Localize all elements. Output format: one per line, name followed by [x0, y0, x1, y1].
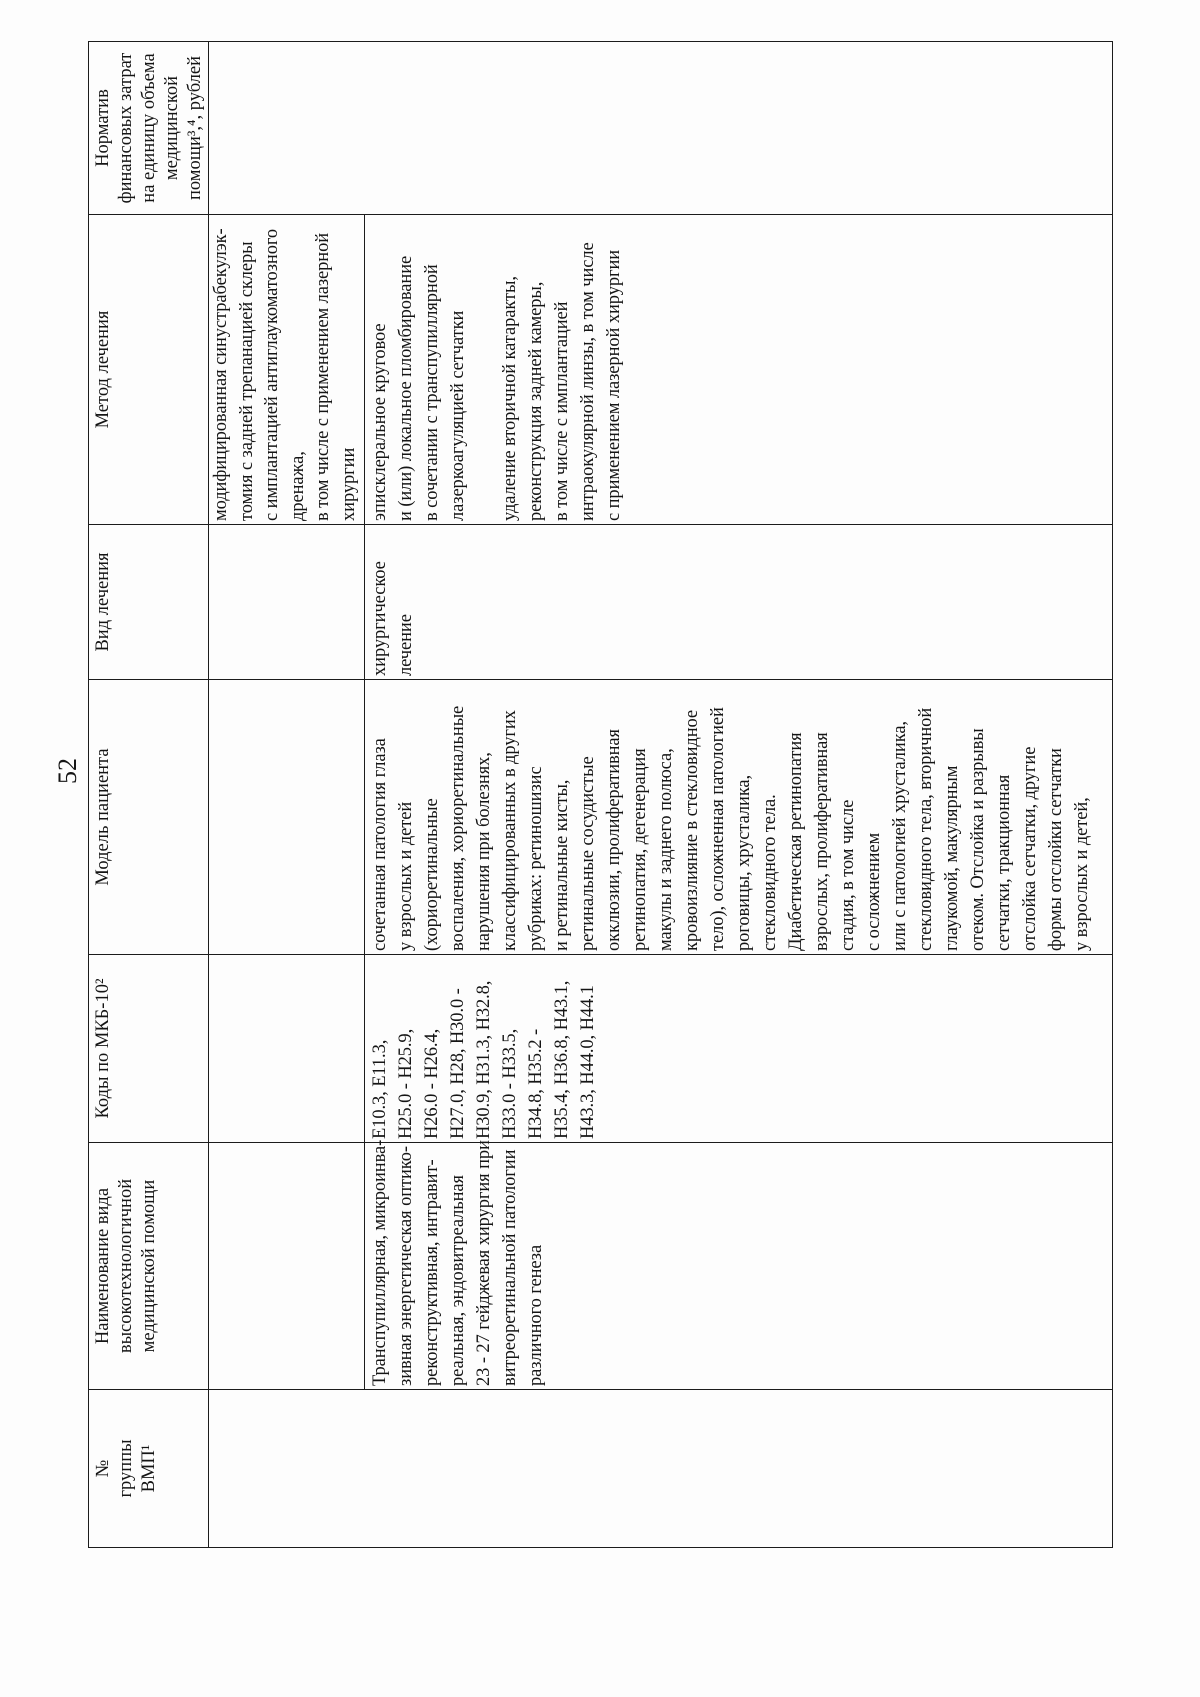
text-line: с осложнением: [864, 832, 884, 951]
text-line: формы отслойки сетчатки: [1046, 748, 1066, 951]
text-line: Диабетическая ретинопатия: [786, 732, 806, 951]
page-number: 52: [53, 758, 82, 784]
cell-care-type-name-continued: [209, 1143, 365, 1390]
text-line: Модель пациента: [93, 748, 113, 886]
text-line: H30.9, H31.3, H32.8,: [474, 980, 494, 1139]
text-line: и (или) локальное пломбирование: [396, 255, 416, 521]
text-line: взрослых, пролиферативная: [812, 732, 832, 951]
text-line: удаление вторичной катаракты,: [500, 276, 520, 521]
cell-treatment-method: [365, 215, 1113, 525]
text-line: интраокулярной линзы, в том числе: [578, 242, 598, 521]
cell-cost-standard: [209, 42, 1113, 215]
text-line: реконструкция задней камеры,: [526, 281, 546, 521]
text-line: нарушения при болезнях,: [474, 752, 494, 951]
text-line: Коды по МКБ-10²: [93, 978, 113, 1119]
text-line: Транспупиллярная, микроинва-: [370, 1139, 390, 1386]
text-line: рубриках: ретиношизис: [526, 766, 546, 951]
text-line: роговицы, хрусталика,: [734, 774, 754, 951]
text-line: окклюзии, пролиферативная: [604, 729, 624, 951]
cell-group-number: [209, 1390, 1113, 1548]
header-treatment-method: [89, 215, 209, 525]
text-line: тело), осложненная патологией: [708, 707, 728, 951]
text-line: (хориоретинальные: [422, 798, 442, 951]
text-line: E10.3, E11.3,: [370, 1039, 390, 1139]
text-line: в том числе с применением лазерной: [313, 232, 333, 521]
text-line: H26.0 - H26.4,: [422, 1028, 442, 1139]
continuation-row: [209, 42, 365, 1548]
text-line: или с патологией хрусталика,: [890, 721, 910, 951]
text-line: модифицированная синустрабекулэк-: [211, 228, 231, 521]
method-item: [209, 218, 362, 521]
text-line: H35.4, H36.8, H43.1,: [552, 980, 572, 1139]
method-item: [367, 218, 471, 521]
text-line: №: [93, 1459, 113, 1478]
text-line: сетчатки, тракционная: [994, 774, 1014, 951]
text-line: H27.0, H28, H30.0 -: [448, 988, 468, 1139]
text-line: глаукомой, макулярным: [942, 765, 962, 951]
header-treatment-type: [89, 525, 209, 680]
text-line: лечение: [396, 614, 416, 676]
text-line: в сочетании с транспупиллярной: [422, 264, 442, 521]
text-line: дренажа,: [287, 451, 308, 521]
text-line: Вид лечения: [93, 552, 113, 652]
text-line: различного генеза: [526, 1244, 546, 1386]
text-line: медицинской: [162, 75, 182, 181]
text-line: воспаления, хориоретинальные: [448, 705, 468, 951]
text-line: классифицированных в других: [500, 710, 520, 951]
text-line: отеком. Отслойка и разрывы: [968, 728, 988, 951]
vmp-table: [88, 41, 1113, 1548]
text-line: стекловидного тела, вторичной: [916, 707, 936, 951]
cell-care-type-name: [365, 1139, 1113, 1390]
text-line: макулы и заднего полюса,: [656, 748, 676, 951]
header-care-type-name: [89, 1143, 209, 1390]
text-line: и ретинальные кисты,: [552, 779, 572, 951]
header-cost-standard: [89, 42, 209, 215]
text-line: сочетанная патология глаза: [370, 738, 390, 951]
text-line: томия с задней трепанацией склеры: [236, 241, 257, 521]
text-line: стекловидного тела.: [760, 794, 780, 951]
text-line: медицинской помощи: [139, 1179, 159, 1353]
text-line: эписклеральное круговое: [370, 323, 390, 521]
text-line: H43.3, H44.0, H44.1: [578, 985, 598, 1139]
cell-patient-model-continued: [209, 680, 365, 955]
text-line: у взрослых и детей: [396, 801, 416, 951]
rotated-sheet: [53, 42, 1112, 1548]
text-line: у взрослых и детей,: [1072, 797, 1092, 951]
text-line: хирургии: [338, 447, 359, 521]
text-line: зивная энергетическая оптико-: [396, 1146, 416, 1386]
header-row: [89, 42, 209, 1548]
text-line: помощи³,⁴, рублей: [185, 55, 205, 201]
text-line: Норматив: [93, 89, 113, 167]
text-line: H33.0 - H33.5,: [500, 1028, 520, 1139]
cell-icd-codes-continued: [209, 955, 365, 1143]
text-line: стадия, в том числе: [838, 799, 858, 951]
header-patient-model: [89, 680, 209, 955]
cell-treatment-type-continued: [209, 525, 365, 680]
text-line: витреоретинальной патологии: [500, 1149, 520, 1386]
text-line: хирургическое: [370, 561, 390, 676]
text-line: группы: [116, 1439, 136, 1498]
text-line: реальная, эндовитреальная: [448, 1175, 468, 1386]
text-line: кровоизлияние в стекловидное: [682, 709, 702, 951]
text-line: лазеркоагуляцией сетчатки: [448, 310, 468, 521]
text-line: высокотехнологичной: [116, 1178, 136, 1354]
header-group-number: [89, 1390, 209, 1548]
cell-treatment-type: [365, 525, 1113, 680]
text-line: отслойка сетчатки, другие: [1020, 746, 1040, 951]
text-line: ВМП¹: [139, 1444, 159, 1493]
text-line: в том числе с имплантацией: [552, 301, 572, 521]
text-line: с применением лазерной хирургии: [604, 249, 624, 521]
cell-treatment-method-continued: [209, 215, 365, 525]
header-icd-codes: [89, 955, 209, 1143]
cell-icd-codes: [365, 955, 1113, 1143]
text-line: H25.0 - H25.9,: [396, 1028, 416, 1139]
cell-patient-model: [365, 680, 1113, 955]
text-line: ретинопатия, дегенерация: [630, 748, 650, 951]
text-line: Метод лечения: [93, 310, 113, 429]
method-item: [497, 218, 627, 521]
table-row: [365, 42, 1113, 1548]
text-line: на единицу объема: [139, 53, 159, 203]
text-line: финансовых затрат: [116, 52, 136, 204]
text-line: 23 - 27 гейджевая хирургия при: [474, 1140, 494, 1386]
text-line: ретинальные сосудистые: [578, 756, 598, 951]
text-line: с имплантацией антиглаукоматозного: [262, 228, 282, 521]
text-line: Наименование вида: [93, 1187, 113, 1345]
text-line: H34.8, H35.2 -: [526, 1028, 546, 1139]
text-line: реконструктивная, интравит-: [422, 1159, 442, 1386]
